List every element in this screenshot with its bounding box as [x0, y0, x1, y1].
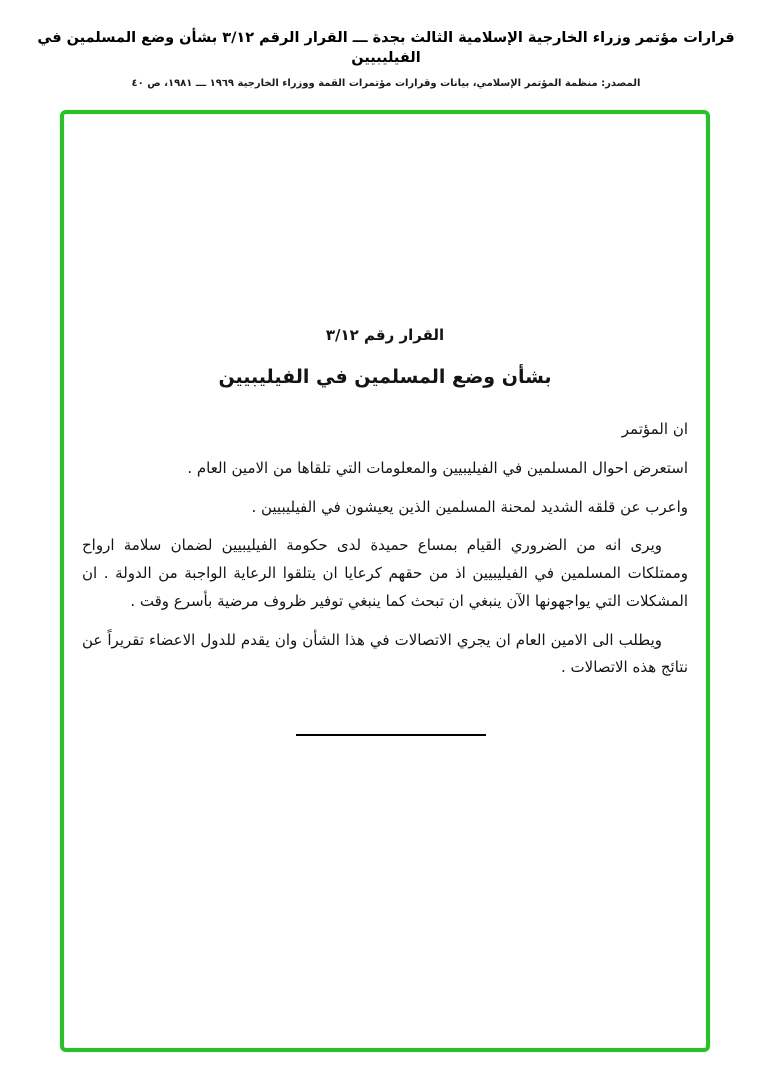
document-frame	[60, 110, 710, 1052]
document-content	[64, 326, 706, 736]
document-body	[82, 416, 688, 682]
paragraph-good-offices: ويرى انه من الضروري القيام بمساع حميدة لدى حكومة الفيليبيين لضمان سلامة ارواح وممتلكات المسلمين في الفيليبيين اذ من حقهم كرعايا ان يتلقوا الرعاية الواجبة من الدولة . ان المشكلات التي يواجهونها الآن ينبغي ان تبحث كما ينبغي توفير ظروف مرضية بأسرع وقت .	[82, 536, 688, 610]
paragraph-preamble: ان المؤتمر	[621, 420, 688, 438]
document-subtitle: بشأن وضع المسلمين في الفيليبيين	[218, 366, 552, 388]
divider-line	[296, 734, 486, 736]
page-header	[0, 0, 772, 89]
paragraph-reviewed: استعرض احوال المسلمين في الفيليبيين والمعلومات التي تلقاها من الامين العام .	[187, 458, 688, 477]
document-title: القرار رقم ٣/١٢	[325, 326, 445, 344]
paragraph-concern: واعرب عن قلقه الشديد لمحنة المسلمين الذين يعيشون في الفيليبيين .	[251, 497, 688, 516]
page-header-title: قرارات مؤتمر وزراء الخارجية الإسلامية الثالث بجدة ـــ القرار الرقم ٣/١٢ بشأن وضع المسلمين في الفيليبيين	[37, 30, 735, 67]
page-header-source: المصدر: منظمة المؤتمر الإسلامي، بيانات وقرارات مؤتمرات القمة ووزراء الخارجية ١٩٦٩ ـــ ١٩٨١، ص ٤٠	[131, 77, 641, 89]
paragraph-request-secretary-general: ويطلب الى الامين العام ان يجري الاتصالات في هذا الشأن وان يقدم للدول الاعضاء تقريراً عن نتائج هذه الاتصالات .	[82, 630, 688, 677]
